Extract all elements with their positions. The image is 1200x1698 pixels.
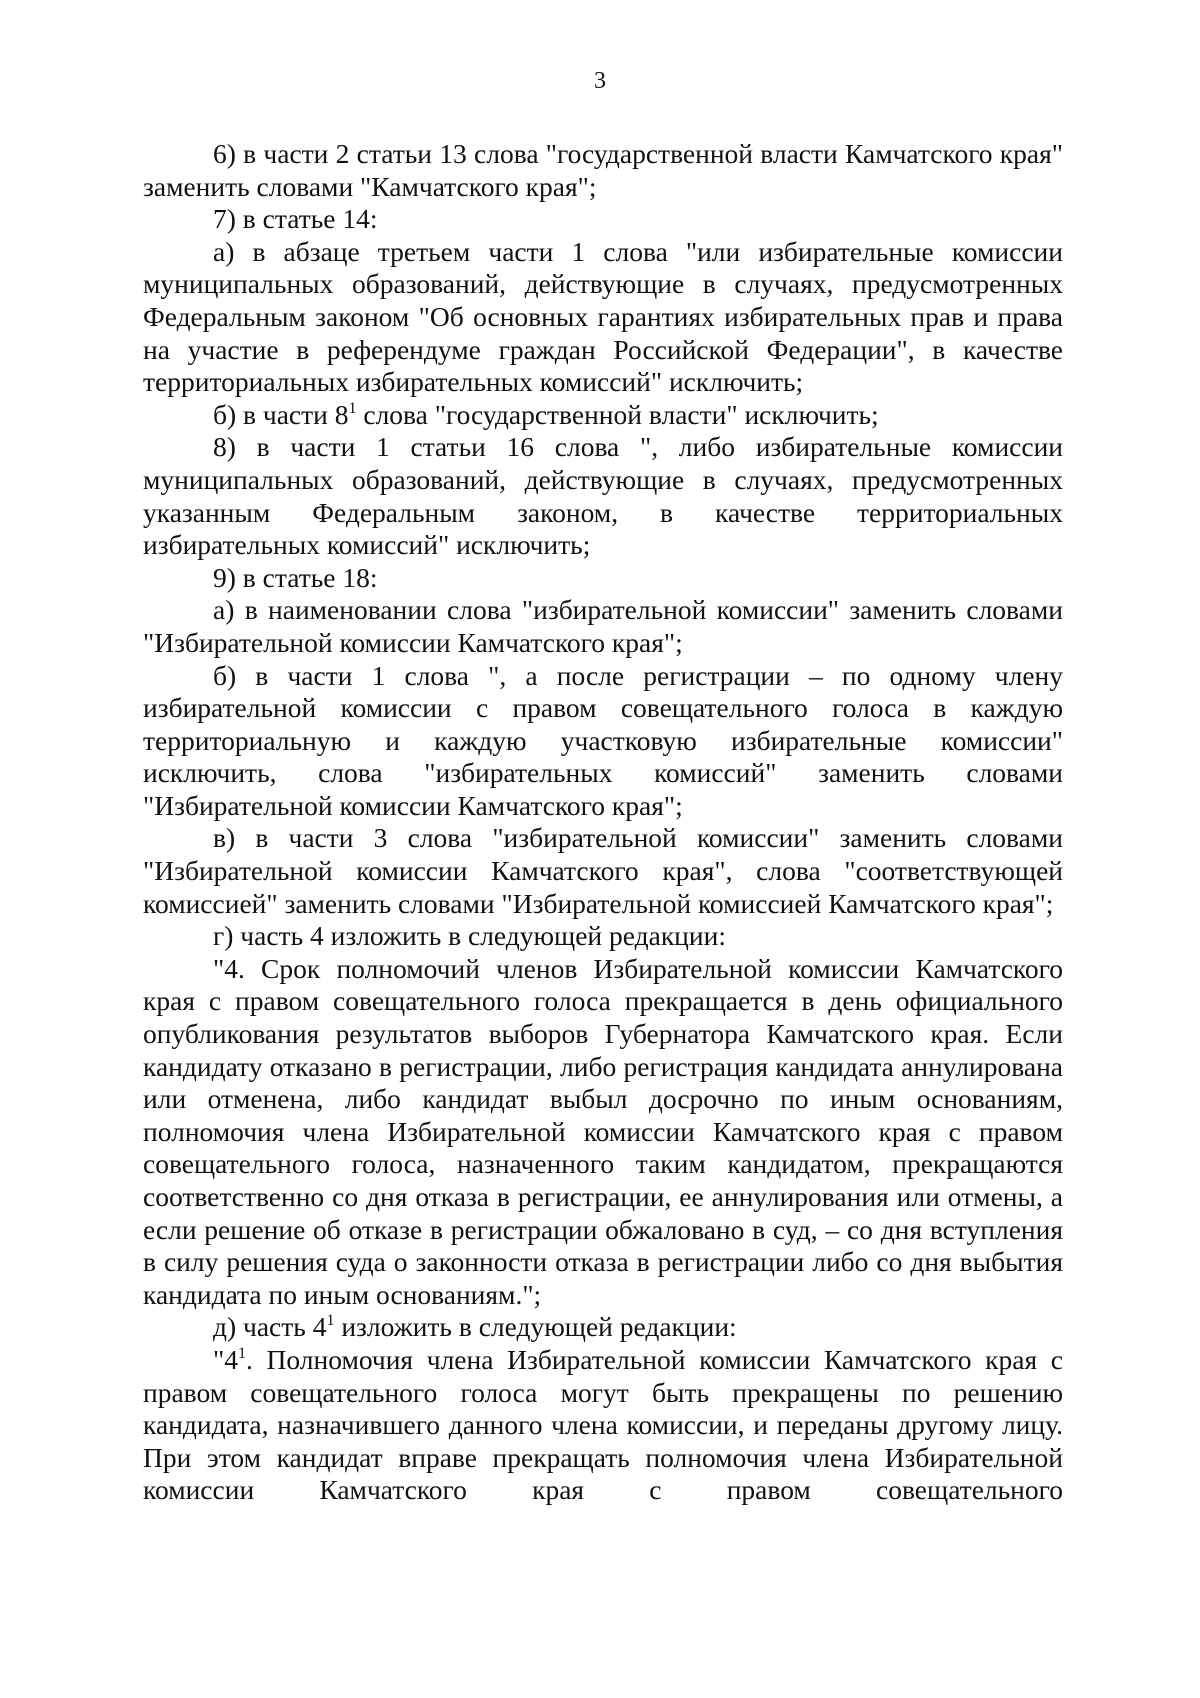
paragraph-text: б) в части 8 bbox=[213, 398, 349, 430]
paragraph-item-9g: г) часть 4 изложить в следующей редакции: bbox=[213, 920, 726, 952]
paragraph-item-9b: б) в части 1 слова ", а после регистрации – по одному члену избирательной комиссии с правом совещательного голоса в каждую территориальную и каждую участковую избирательные комиссии" исключить, слова "избирательных комиссий" заменить словами "Избирательной комиссии Камчатского края"; bbox=[143, 659, 1063, 821]
superscript: 1 bbox=[237, 1344, 246, 1362]
quoted-part-4-1 bbox=[143, 1344, 1063, 1507]
paragraph-item-8: 8) в части 1 статьи 16 слова ", либо избирательные комиссии муниципальных образований, действующие в случаях, предусмотренных указанным Федеральным законом, в качестве территориальных избирательных комиссий" исключить; bbox=[143, 431, 1063, 561]
page-number: 3 bbox=[594, 68, 606, 94]
paragraph-text: д) часть 4 bbox=[213, 1311, 327, 1343]
paragraph-text: изложить в следующей редакции: bbox=[334, 1311, 737, 1343]
paragraph-item-9: 9) в статье 18: bbox=[213, 561, 378, 593]
paragraph-item-7a: а) в абзаце третьем части 1 слова "или избирательные комиссии муниципальных образований, действующие в случаях, предусмотренных Федеральным законом "Об основных гарантиях избирательных прав и права на участие в референдуме граждан Российской Федерации", в качестве территориальных избирательных комиссий" исключить; bbox=[143, 235, 1063, 398]
paragraph-text: "4 bbox=[213, 1343, 238, 1375]
superscript: 1 bbox=[326, 1312, 335, 1330]
superscript: 1 bbox=[348, 399, 357, 417]
paragraph-item-9v: в) в части 3 слова "избирательной комиссии" заменить словами "Избирательной комиссии Камчатского края", слова "соответствующей комиссией" заменить словами "Избирательной комиссией Камчатского края"; bbox=[143, 822, 1063, 919]
paragraph-item-6: 6) в части 2 статьи 13 слова "государственной власти Камчатского края" заменить словами "Камчатского края"; bbox=[143, 138, 1063, 202]
paragraph-item-7: 7) в статье 14: bbox=[213, 203, 378, 235]
paragraph-text: . Полномочия члена Избирательной комиссии Камчатского края с правом совещательного голоса могут быть прекращены по решению кандидата, назначившего данного члена комиссии, и переданы другому лицу. При этом кандидат вправе прекращать полномочия члена Избирательной комиссии Камчатского края с правом совещательного bbox=[143, 1343, 1063, 1506]
document-body bbox=[143, 138, 1063, 1507]
paragraph-item-9d bbox=[143, 1311, 1063, 1344]
paragraph-item-9a: а) в наименовании слова "избирательной комиссии" заменить словами "Избирательной комиссии Камчатского края"; bbox=[143, 594, 1063, 658]
paragraph-item-7b bbox=[143, 399, 1063, 432]
quoted-part-4: "4. Срок полномочий членов Избирательной комиссии Камчатского края с правом совещательного голоса прекращается в день официального опубликования результатов выборов Губернатора Камчатского края. Если кандидату отказано в регистрации, либо регистрация кандидата аннулирована или отменена, либо кандидат выбыл досрочно по иным основаниям, полномочия члена Избирательной комиссии Камчатского края с правом совещательного голоса, назначенного таким кандидатом, прекращаются соответственно со дня отказа в регистрации, ее аннулирования или отмены, а если решение об отказе в регистрации обжаловано в суд, – со дня вступления в силу решения суда о законности отказа в регистрации либо со дня выбытия кандидата по иным основаниям."; bbox=[143, 952, 1063, 1310]
paragraph-text: слова "государственной власти" исключить; bbox=[356, 398, 879, 430]
